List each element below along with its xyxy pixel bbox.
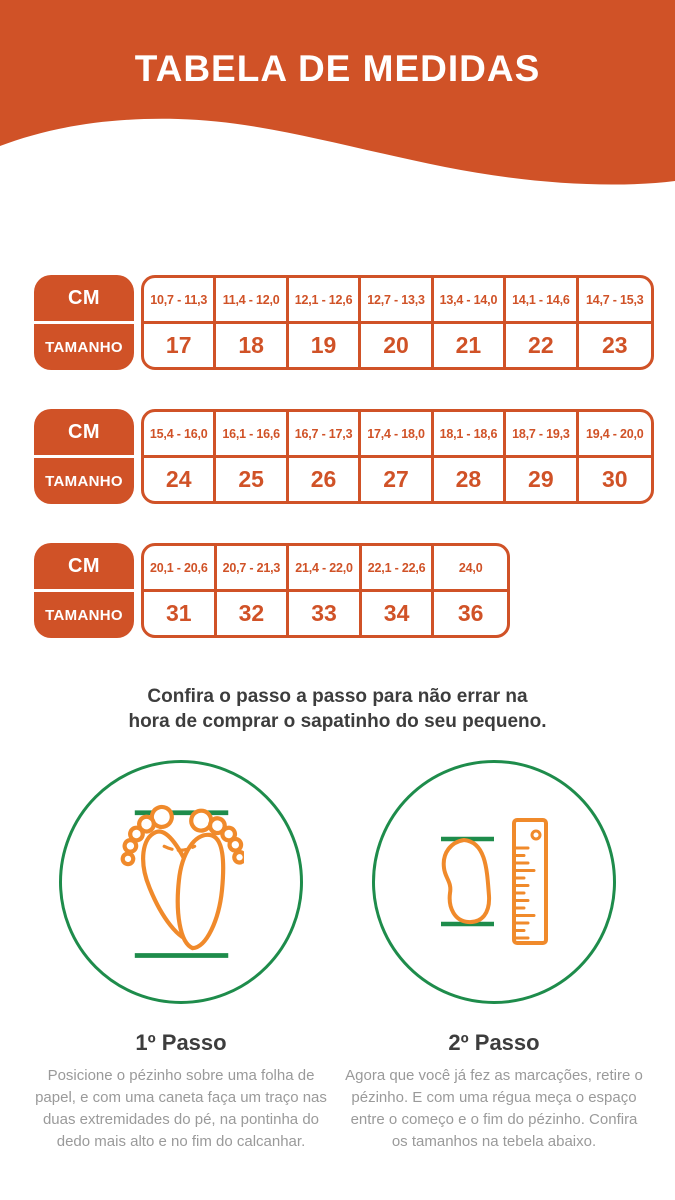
size-value-cell: 27 bbox=[361, 458, 433, 501]
size-row-label: TAMANHO bbox=[45, 472, 123, 490]
size-value-cell: 26 bbox=[289, 458, 361, 501]
cm-range-cell: 19,4 - 20,0 bbox=[579, 412, 651, 458]
step2-circle-illustration bbox=[372, 760, 616, 1004]
cm-range-cell: 18,1 - 18,6 bbox=[434, 412, 506, 458]
size-value-cell: 23 bbox=[601, 332, 628, 358]
size-value-cell: 22 bbox=[506, 324, 578, 367]
cm-range-cell: 20,1 - 20,6 bbox=[144, 546, 217, 592]
steps-section bbox=[0, 760, 675, 1153]
size-value-cell: 18 bbox=[216, 324, 288, 367]
cm-range-cell: 14,1 - 14,6 bbox=[506, 278, 578, 324]
cm-row-label: CM bbox=[34, 543, 134, 592]
size-grid bbox=[141, 409, 654, 504]
size-value-cell: 29 bbox=[506, 458, 578, 501]
step2-description: Agora que você já fez as marcações, retire o pézinho. E com uma régua meça o espaço entre o começo e o fim do pézinho. Confira os tamanhos na tebela abaixo. bbox=[345, 1067, 643, 1150]
step-2 bbox=[342, 760, 646, 1153]
size-value-cell: 21 bbox=[434, 324, 506, 367]
size-grid bbox=[141, 543, 510, 638]
cm-range-cell: 22,1 - 22,6 bbox=[362, 546, 435, 592]
size-grid bbox=[141, 275, 654, 370]
size-table-31-36 bbox=[34, 543, 675, 638]
size-value-cell: 34 bbox=[362, 592, 435, 635]
instructions-heading bbox=[0, 684, 675, 734]
cm-row-label: CM bbox=[34, 409, 134, 458]
cm-range-cell: 14,7 - 15,3 bbox=[579, 278, 651, 324]
size-value-cell: 33 bbox=[289, 592, 362, 635]
row-labels-block bbox=[34, 409, 134, 504]
wave-background bbox=[0, 0, 675, 190]
size-value-cell: 17 bbox=[144, 324, 216, 367]
cm-range-cell: 11,4 - 12,0 bbox=[216, 278, 288, 324]
cm-range-cell: 16,7 - 17,3 bbox=[289, 412, 361, 458]
row-labels-block bbox=[34, 275, 134, 370]
step-1 bbox=[29, 760, 333, 1153]
size-value-cell: 19 bbox=[289, 324, 361, 367]
size-value-cell: 24 bbox=[144, 458, 216, 501]
step2-title: 2º Passo bbox=[448, 1030, 540, 1055]
foot-and-ruler-icon bbox=[439, 818, 549, 946]
instructions-heading-line1: Confira o passo a passo para não errar na bbox=[147, 686, 528, 707]
instructions-heading-line2: hora de comprar o sapatinho do seu pequeno. bbox=[128, 711, 547, 732]
size-value-cell: 20 bbox=[361, 324, 433, 367]
cm-range-cell: 17,4 - 18,0 bbox=[361, 412, 433, 458]
cm-range-cell: 20,7 - 21,3 bbox=[217, 546, 290, 592]
cm-range-cell: 12,7 - 13,3 bbox=[361, 278, 433, 324]
cm-row-label: CM bbox=[34, 275, 134, 324]
step1-description: Posicione o pézinho sobre uma folha de papel, e com uma caneta faça um traço nas duas extremidades do pé, na pontinha do dedo mais alto e no fim do calcanhar. bbox=[35, 1067, 327, 1150]
page-title: TABELA DE MEDIDAS bbox=[134, 48, 541, 89]
size-value-cell: 28 bbox=[434, 458, 506, 501]
size-value-cell: 30 bbox=[601, 466, 628, 492]
cm-range-cell: 10,7 - 11,3 bbox=[144, 278, 216, 324]
cm-range-cell: 15,4 - 16,0 bbox=[144, 412, 216, 458]
size-value-cell: 36 bbox=[457, 600, 484, 626]
size-value-cell: 31 bbox=[144, 592, 217, 635]
header-banner bbox=[0, 0, 675, 190]
size-table-24-30 bbox=[34, 409, 675, 504]
cm-range-cell: 21,4 - 22,0 bbox=[289, 546, 362, 592]
size-row-label: TAMANHO bbox=[45, 606, 123, 624]
size-row-label: TAMANHO bbox=[45, 338, 123, 356]
cm-range-cell: 13,4 - 14,0 bbox=[434, 278, 506, 324]
size-value-cell: 25 bbox=[216, 458, 288, 501]
row-labels-block bbox=[34, 543, 134, 638]
step1-title: 1º Passo bbox=[135, 1030, 227, 1055]
size-table-17-23 bbox=[34, 275, 675, 370]
cm-range-cell: 18,7 - 19,3 bbox=[506, 412, 578, 458]
step1-circle-illustration bbox=[59, 760, 303, 1004]
cm-range-cell: 24,0 bbox=[434, 546, 507, 592]
cm-range-cell: 16,1 - 16,6 bbox=[216, 412, 288, 458]
cm-range-cell: 12,1 - 12,6 bbox=[289, 278, 361, 324]
size-value-cell: 32 bbox=[217, 592, 290, 635]
size-tables-section bbox=[0, 190, 675, 638]
feet-outline-icon bbox=[118, 798, 244, 966]
